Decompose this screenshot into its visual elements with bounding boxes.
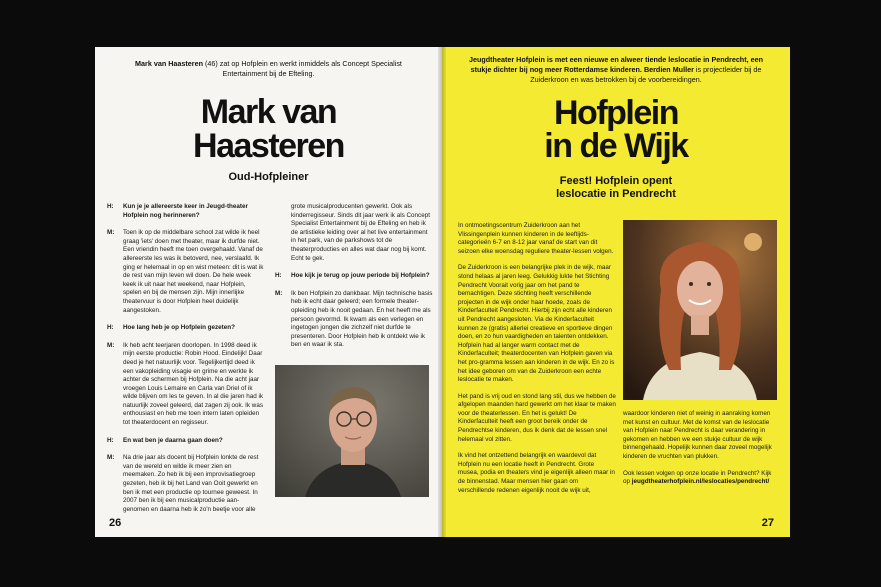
link-intro: Ook lessen volgen op onze locatie in Pendrecht? Kijk op (623, 469, 772, 486)
page-subtitle (442, 175, 790, 201)
speaker-label (275, 203, 291, 263)
interview-answer (107, 454, 265, 514)
interview-question (107, 324, 265, 333)
right-intro (442, 55, 790, 85)
intro-name: Berdien Muller (643, 65, 694, 74)
title-line-2: Haasteren (193, 127, 344, 165)
portrait-photo (623, 220, 777, 400)
interview-answer (107, 229, 265, 315)
article-paragraph: Het pand is vrij oud en stond lang stil, dus we hebben de afgelopen maanden hard gewerkt om het klaar te maken voor de theaterlessen. En het is gelukt! De Kinderfaculteit heeft een groot bereik onder de Pendrechtse kinderen, dus ik denk dat de lessen snel helemaal vol zitten. (458, 392, 616, 443)
interview-text: Ik heb acht teerjaren doorlopen. In 1998 deed ik mijn eerste productie: Robin Hood. Eindelijk! Daar deed je het natuurlijk voor. Tegelijkertijd deed ik een vakopleiding visagie en grime en werkte ik achter de schermen bij Hofplein. Na die acht jaar vroegen Louis Lemaire en Carla van Driel of ik wilde blijven om les te geven. In al die jaren had ik natuurlijk zoveel geleerd, dat zagen zij ook. Ik was enthousiast en heb me toen intern laten opleiden tot theaterdocent en regisseur. (123, 341, 264, 427)
intro-text: is projectleider bij de Zuiderkroon en was betrokken bij de voorbereidingen. (530, 65, 762, 84)
interview-text: grote musicalproducenten gewerkt. Ook als kinderregisseur. Sinds dit jaar werk ik als Concept Specialist Entertainment bij de Efteling en heb ik de artistieke leiding over al het live entertainment in het park, van de parkshows tot de theaterproducties en alles wat daar nog bij komt. Echt te gek. (291, 203, 430, 262)
interview-text: Ik ben Hofplein zo dankbaar. Mijn technische basis heb ik echt daar geleerd; een formele theater-opleiding heb ik nooit gedaan. En het heeft me als persoon gevormd. Ik kwam als een verlegen en ingetogen jongen die zichzelf niet durfde te presenteren. Door Hofplein heb ik ontdekt wie ik ben en waar ik sta. (291, 289, 433, 349)
left-intro (95, 59, 442, 79)
speaker-label: M: (107, 341, 115, 349)
page-number-left: 26 (109, 517, 122, 529)
speaker-label: H: (107, 203, 114, 210)
article-paragraph: waardoor kinderen niet of weinig in aanraking komen met kunst en cultuur. Met de komst van de leslocatie van Hofplein naar Pendrecht is daar verandering in gekomen en hebben we een stukje cultuur de wijk binnengehaald. Hopelijk kunnen daar zoveel mogelijk kinderen de vruchten van plukken. (623, 410, 772, 460)
interview-text: Hoe lang heb je op Hofplein gezeten? (123, 324, 235, 332)
interview-text: Na drie jaar als docent bij Hofplein lonkte de rest van de wereld en wilde ik meer zien en meemaken. Zo heb ik bij een improvisatiegroep gezeten, heb ik bij het Land van Ooit gewerkt en ben ik met een productie op tournee geweest. In 2007 ben ik bij een musicalproductie aan-genomen en daarna heb ik zo'n beetje voor alle (123, 454, 259, 513)
subtitle-line-1: Feest! Hofplein opent (559, 175, 673, 187)
interview-text: Hoe kijk je terug op jouw periode bij Hofplein? (291, 272, 430, 280)
interview-question (107, 437, 265, 446)
article-paragraph: De Zuiderkroon is een belangrijke plek in de wijk, maar stond helaas al jaren leeg. Gelukkig lukte het Stichting Pendrecht Voorait vorig jaar om het pand te bemachtigen. Deze stichting heeft verschillende projecten in de wijk onder haar hoede, zoals de Kinderfaculteit Pendrecht. Hierbij zijn echt alle kinderen uit Pendrecht aangesloten. Via de Kinderfaculteit kunnen ze (gratis) allerlei creatieve en sportieve dingen doen, en zo hun vaardigheden en talenten ontdekken. Hofplein had al langer warm contact met de Kinderfaculteit; theaterdocenten van Hofplein gaven via het pro-gramma lessen aan kinderen in de wijk. En zo is het idee geboren om van de Zuiderkroon een echte leslocatie te maken. (458, 264, 615, 384)
spread-gutter (438, 47, 446, 537)
intro-text: (46) zat op Hofplein en werkt inmiddels als Concept Specialist Entertainment bij de Efteling. (204, 59, 402, 78)
pendrecht-link[interactable]: jeugdtheaterhofplein.nl/leslocaties/pendrecht/ (631, 478, 770, 486)
intro-bold: Jeugdtheater Hofplein is met een nieuwe en alweer tiende leslocatie in Pendrecht, een stukje dichter bij nog meer Rotterdamse kinderen. (469, 55, 763, 74)
title-line-1: Hofplein (554, 94, 678, 132)
interview-text: En wat ben je daarna gaan doen? (123, 436, 223, 444)
left-page (95, 47, 442, 537)
portrait-photo (275, 365, 429, 497)
portrait-illustration (623, 220, 777, 400)
speaker-label: H: (275, 272, 282, 280)
interview-answer (107, 342, 265, 428)
speaker-label: M: (275, 289, 283, 297)
interview-text: Toen ik op de middelbare school zat wilde ik heel graag 'iets' doen met theater, maar ik durfde niet. Een vriendin heeft me toen overgehaald. Vanaf de allereerste les was ik betoverd, nee, verslaafd. Ik ging er helemaal in op en wist meteen: dit is wat ik de rest van mijn leven wil doen. De hele week keek ik uit naar het weekend, naar Hofplein, spelen en bij de mensen zijn. Mijn innerlijke theatervuur is door Hofplein heel duidelijk aangestoken. (123, 229, 264, 314)
page-subtitle: Oud-Hofpleiner (228, 171, 309, 183)
article-column-1 (458, 222, 616, 503)
link-paragraph (623, 470, 779, 487)
page-number-right: 27 (761, 517, 774, 529)
article-column-2 (623, 410, 779, 495)
portrait-illustration (275, 365, 429, 497)
title-line-2: in de Wijk (544, 127, 688, 165)
interview-answer (275, 290, 433, 350)
speaker-label: M: (107, 454, 115, 462)
interview-answer (275, 203, 433, 263)
speaker-label: H: (107, 324, 114, 332)
article-paragraph: Ik vind het ontzettend belangrijk en waardevol dat Hofplein nu een locatie heeft in Pendrecht. Grote musea, podia en theaters vind je eigenlijk alleen maar in de binnenstad. Maar mensen hier gaan om verschillende redenen eigenlijk nooit de wijk uit, (458, 452, 615, 494)
intro-name: Mark van Haasteren (135, 59, 203, 68)
subtitle-line-2: leslocatie in Pendrecht (556, 188, 676, 200)
interview-question (107, 203, 265, 220)
speaker-label: H: (107, 436, 114, 444)
title-line-1: Mark van (200, 93, 337, 131)
interview-question (275, 272, 433, 281)
interview-column-2 (275, 203, 433, 359)
article-paragraph: In ontmoetingscentrum Zuiderkroon aan het Vlissingenplein kunnen kinderen in de leeftijds-categorieën 6-7 en 8-12 jaar vanaf de start van dit seizoen elke woensdag reguliere theater-lessen volgen. (458, 222, 614, 255)
right-page (442, 47, 790, 537)
page-title (95, 95, 442, 163)
interview-text: Kun je je allereerste keer in Jeugd-theater Hofplein nog herinneren? (123, 203, 248, 219)
interview-column-1 (107, 203, 265, 523)
page-title (442, 94, 790, 165)
speaker-label: M: (107, 229, 115, 237)
